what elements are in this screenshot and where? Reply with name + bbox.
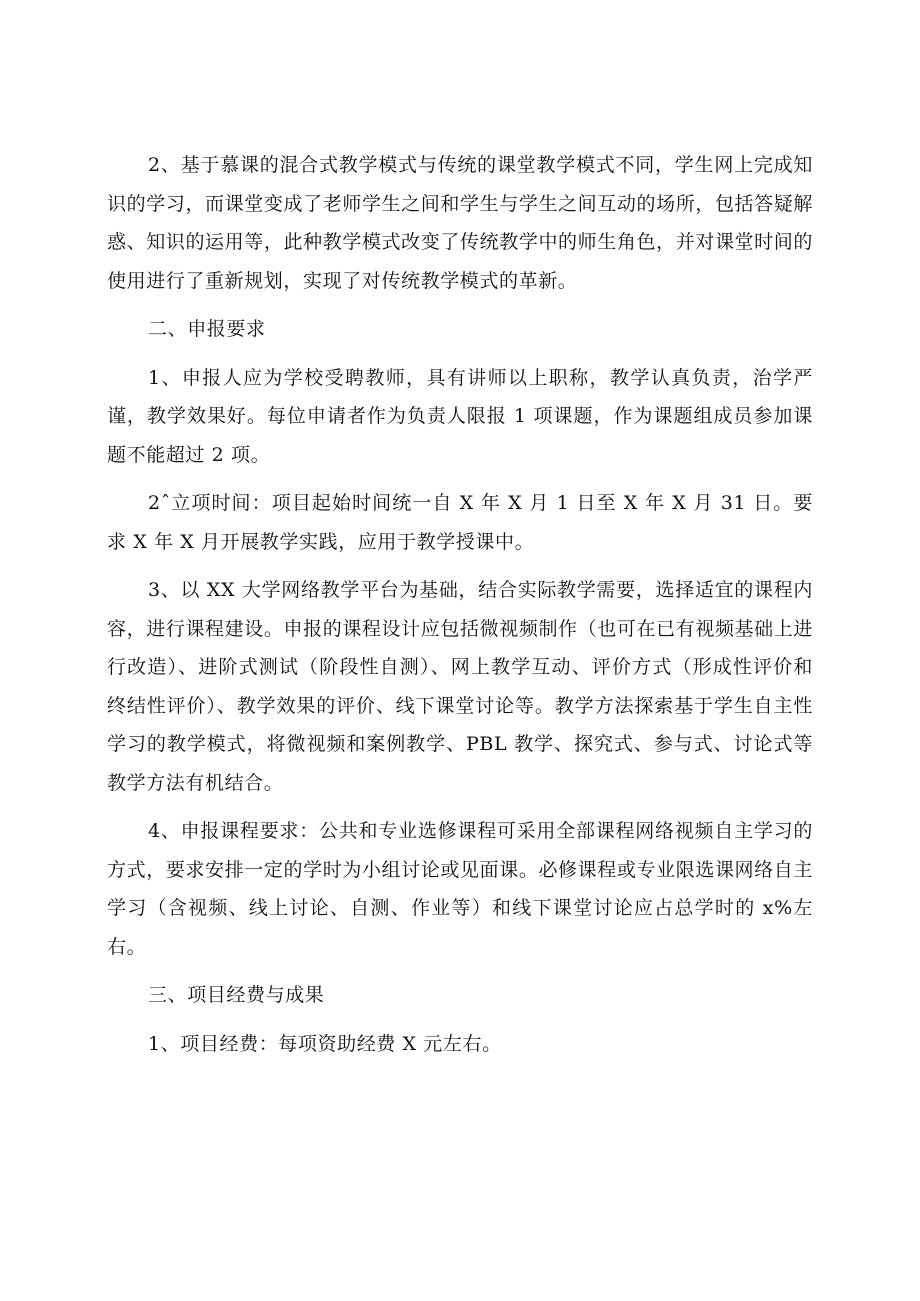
paragraph-course-design: 3、以 XX 大学网络教学平台为基础，结合实际教学需要，选择适宜的课程内容，进行课程建设。申报的课程设计应包括微视频制作（也可在已有视频基础上进行改造）、进阶式测试（阶段性自测）、网上教学互动、评价方式（形成性评价和终结性评价）、教学效果的评价、线下课堂讨论等。教学方法探索基于学生自主性学习的教学模式，将微视频和案例教学、PBL 教学、探究式、参与式、讨论式等教学方法有机结合。	[107, 579, 813, 794]
section-heading-funding-and-outcomes: 三、项目经费与成果	[148, 984, 325, 1006]
paragraph-course-requirements: 4、申报课程要求：公共和专业选修课程可采用全部课程网络视频自主学习的方式，要求安排一定的学时为小组讨论或见面课。必修课程或专业限选课网络自主学习（含视频、线上讨论、自测、作业等）和线下课堂讨论应占总学时的 x%左右。	[107, 820, 813, 958]
document-page	[107, 146, 813, 1063]
paragraph-gap	[107, 561, 813, 571]
paragraph-project-timeline: 2ˆ立项时间：项目起始时间统一自 X 年 X 月 1 日至 X 年 X 月 31 日。要求 X 年 X 月开展教学实践，应用于教学授课中。	[107, 492, 813, 553]
paragraph-applicant-eligibility: 1、申报人应为学校受聘教师，具有讲师以上职称，教学认真负责，治学严谨，教学效果好。每位申请者作为负责人限报 1 项课题，作为课题组成员参加课题不能超过 2 项。	[107, 366, 813, 466]
paragraph-project-funding: 1、项目经费：每项资助经费 X 元左右。	[148, 1032, 502, 1055]
paragraph-gap	[107, 802, 813, 812]
section-heading-application-requirements: 二、申报要求	[148, 318, 266, 340]
paragraph-gap	[107, 474, 813, 484]
paragraph-blended-teaching-model: 2、基于慕课的混合式教学模式与传统的课堂教学模式不同，学生网上完成知识的学习，而课堂变成了老师学生之间和学生与学生之间互动的场所，包括答疑解惑、知识的运用等，此种教学模式改变了传统教学中的师生角色，并对课堂时间的使用进行了重新规划，实现了对传统教学模式的革新。	[107, 154, 813, 292]
